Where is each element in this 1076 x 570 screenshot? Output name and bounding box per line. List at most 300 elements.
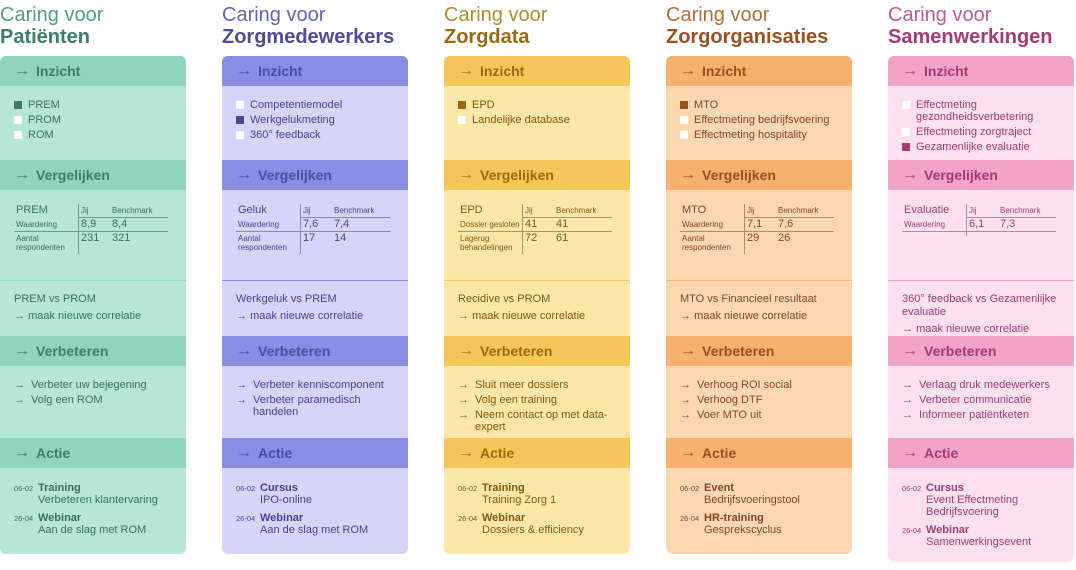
action-title: Webinar xyxy=(926,524,970,536)
action-item[interactable] xyxy=(458,482,620,506)
comparison-table xyxy=(458,204,620,254)
inzicht-item-label: ROM xyxy=(28,129,54,141)
inzicht-list xyxy=(444,86,630,160)
section-verbeteren[interactable] xyxy=(0,336,186,366)
section-verbeteren-label: Verbeteren xyxy=(924,343,997,359)
title-line1: Caring voor xyxy=(222,4,326,26)
improvement-label: Verbeter communicatie xyxy=(919,394,1032,406)
value-benchmark: 8,4 xyxy=(110,218,168,232)
action-date: 06-02 xyxy=(236,484,256,493)
action-title: HR-training xyxy=(704,512,764,524)
correlation xyxy=(222,281,408,336)
inzicht-item[interactable] xyxy=(14,114,176,126)
arrow-right-icon: → xyxy=(236,310,251,322)
checkbox-empty-icon[interactable] xyxy=(14,131,22,139)
new-correlation-label: maak nieuwe correlatie xyxy=(916,323,1030,335)
action-text xyxy=(38,482,158,506)
value-jij: 7,6 xyxy=(300,218,332,232)
new-correlation-link[interactable] xyxy=(680,310,842,323)
arrow-right-icon: → xyxy=(680,310,695,322)
action-list xyxy=(222,468,408,548)
comparison-table xyxy=(680,204,842,254)
arrow-right-icon: → xyxy=(680,444,696,461)
inzicht-item[interactable] xyxy=(14,129,176,141)
improvement-label: Sluit meer dossiers xyxy=(475,379,569,391)
arrow-right-icon: → xyxy=(680,409,691,421)
section-inzicht-label: Inzicht xyxy=(702,63,747,79)
new-correlation-link[interactable] xyxy=(902,323,1064,336)
section-actie-label: Actie xyxy=(36,445,71,461)
improvement-label: Voer MTO uit xyxy=(697,409,762,421)
inzicht-list xyxy=(666,86,852,160)
col-header-benchmark: Benchmark xyxy=(110,204,168,218)
arrow-right-icon: → xyxy=(236,166,252,183)
column-zorgmedewerkers xyxy=(222,0,408,570)
inzicht-item[interactable] xyxy=(902,99,1064,123)
action-title: Webinar xyxy=(38,512,82,524)
new-correlation-link[interactable] xyxy=(14,310,176,323)
value-benchmark: 7,4 xyxy=(332,218,390,232)
arrow-right-icon: → xyxy=(458,342,474,359)
section-actie-label: Actie xyxy=(702,445,737,461)
arrow-right-icon: → xyxy=(902,166,918,183)
action-subtitle: Verbeteren klantervaring xyxy=(38,494,158,506)
improvement-list xyxy=(444,366,630,438)
table-title: MTO xyxy=(682,204,707,216)
col-header-jij: Jij xyxy=(744,204,776,218)
table-title: Geluk xyxy=(238,204,267,216)
action-item[interactable] xyxy=(902,524,1064,548)
value-benchmark: 321 xyxy=(112,232,131,244)
row-label: Dossier gesloten xyxy=(458,218,522,232)
arrow-right-icon: → xyxy=(680,379,691,391)
improvement-item[interactable] xyxy=(680,409,842,421)
action-subtitle: Dossiers & efficiency xyxy=(482,524,584,536)
action-date: 06-02 xyxy=(14,484,34,493)
arrow-right-icon: → xyxy=(14,310,29,322)
row-label: Lagerug behandelingen xyxy=(460,234,513,252)
title-line2: Zorgmedewerkers xyxy=(222,26,395,48)
section-inzicht-label: Inzicht xyxy=(480,63,525,79)
inzicht-item-label: Effectmeting bedrijfsvoering xyxy=(694,114,830,126)
section-vergelijken-label: Vergelijken xyxy=(702,167,776,183)
comparison-table xyxy=(14,204,176,254)
comparison-body xyxy=(222,190,408,280)
section-inzicht[interactable] xyxy=(0,56,186,86)
inzicht-item[interactable] xyxy=(680,99,842,111)
improvement-label: Informeer patiëntketen xyxy=(919,409,1030,421)
checkbox-checked-icon[interactable] xyxy=(236,116,244,124)
row-label: Waardering xyxy=(236,218,300,232)
action-text xyxy=(260,512,368,536)
improvement-item[interactable] xyxy=(14,379,176,391)
arrow-right-icon: → xyxy=(236,444,252,461)
comparison-body xyxy=(666,190,852,280)
action-item[interactable] xyxy=(458,512,620,536)
improvement-label: Verbeter uw bejegening xyxy=(31,379,147,391)
action-date: 26-04 xyxy=(458,514,478,523)
column-title xyxy=(888,4,1076,48)
arrow-right-icon: → xyxy=(902,444,918,461)
checkbox-empty-icon[interactable] xyxy=(902,128,910,136)
action-item[interactable] xyxy=(680,512,842,536)
correlation-title: 360° feedback vs Gezamenlijke evaluatie xyxy=(902,293,1057,318)
arrow-right-icon: → xyxy=(458,394,469,406)
action-text xyxy=(38,512,146,536)
section-vergelijken-label: Vergelijken xyxy=(924,167,998,183)
new-correlation-link[interactable] xyxy=(458,310,620,323)
improvement-label: Verhoog DTF xyxy=(697,394,763,406)
improvement-item[interactable] xyxy=(680,394,842,406)
arrow-right-icon: → xyxy=(14,444,30,461)
action-text xyxy=(260,482,312,506)
inzicht-item-label: Landelijke database xyxy=(472,114,570,126)
action-item[interactable] xyxy=(680,482,842,506)
improvement-item[interactable] xyxy=(902,379,1064,391)
title-line1: Caring voor xyxy=(666,4,770,26)
arrow-right-icon: → xyxy=(458,166,474,183)
improvement-list xyxy=(888,366,1074,438)
improvement-label: Neem contact op met data-expert xyxy=(475,409,608,433)
action-text xyxy=(482,512,584,536)
improvement-label: Volg een training xyxy=(475,394,557,406)
inzicht-item[interactable] xyxy=(902,126,1064,138)
action-list xyxy=(666,468,852,548)
arrow-right-icon: → xyxy=(458,310,473,322)
inzicht-item[interactable] xyxy=(902,141,1064,153)
value-benchmark: 26 xyxy=(778,232,791,244)
correlation-title: PREM vs PROM xyxy=(14,293,96,305)
arrow-right-icon: → xyxy=(680,62,696,79)
col-header-jij: Jij xyxy=(300,204,332,218)
correlation-title: Werkgeluk vs PREM xyxy=(236,293,337,305)
arrow-right-icon: → xyxy=(902,409,913,421)
checkbox-checked-icon[interactable] xyxy=(902,143,910,151)
value-jij: 17 xyxy=(300,232,332,254)
action-subtitle: Samenwerkingsevent xyxy=(926,536,1032,548)
section-verbeteren-label: Verbeteren xyxy=(258,343,331,359)
inzicht-item[interactable] xyxy=(458,99,620,111)
action-subtitle: Aan de slag met ROM xyxy=(260,524,369,536)
column-title xyxy=(222,4,452,48)
section-verbeteren[interactable] xyxy=(444,336,630,366)
correlation xyxy=(888,281,1074,336)
row-label: Waardering xyxy=(14,218,78,232)
table-title: Evaluatie xyxy=(904,204,950,216)
section-vergelijken-label: Vergelijken xyxy=(36,167,110,183)
action-text xyxy=(704,482,800,506)
inzicht-list xyxy=(0,86,186,160)
comparison-table xyxy=(236,204,398,254)
action-date: 26-04 xyxy=(14,514,34,523)
inzicht-item-label: EPD xyxy=(472,99,495,111)
arrow-right-icon: → xyxy=(458,379,469,391)
new-correlation-label: maak nieuwe correlatie xyxy=(694,310,808,322)
inzicht-item-label: 360° feedback xyxy=(250,129,321,141)
new-correlation-label: maak nieuwe correlatie xyxy=(28,310,142,322)
row-label: Waardering xyxy=(902,218,966,232)
column-zorgdata xyxy=(444,0,630,570)
inzicht-list xyxy=(888,86,1074,160)
action-title: Event xyxy=(704,482,734,494)
value-jij: 29 xyxy=(744,232,776,254)
arrow-right-icon: → xyxy=(14,342,30,359)
arrow-right-icon: → xyxy=(902,342,918,359)
column-zorgorganisaties xyxy=(666,0,852,570)
arrow-right-icon: → xyxy=(458,62,474,79)
action-item[interactable] xyxy=(902,482,1064,518)
section-verbeteren-label: Verbeteren xyxy=(36,343,109,359)
section-vergelijken[interactable] xyxy=(222,160,408,190)
col-header-benchmark: Benchmark xyxy=(776,204,834,218)
arrow-right-icon: → xyxy=(236,394,247,406)
inzicht-item-label: Effectmeting zorgtraject xyxy=(916,126,1032,138)
value-jij: 8,9 xyxy=(78,218,110,232)
value-benchmark: 7,3 xyxy=(998,218,1056,232)
section-actie[interactable] xyxy=(0,438,186,468)
section-vergelijken[interactable] xyxy=(888,160,1074,190)
action-item[interactable] xyxy=(236,512,398,536)
section-inzicht[interactable] xyxy=(222,56,408,86)
section-actie-label: Actie xyxy=(924,445,959,461)
row-label: Aantal respondenten xyxy=(682,234,731,252)
action-item[interactable] xyxy=(14,482,176,506)
action-title: Training xyxy=(482,482,525,494)
value-benchmark xyxy=(998,232,1056,236)
column-samenwerkingen xyxy=(888,0,1074,570)
row-label: Waardering xyxy=(680,218,744,232)
action-list xyxy=(444,468,630,548)
action-subtitle: Event Effectmeting Bedrijfsvoering xyxy=(926,494,1019,518)
section-inzicht-label: Inzicht xyxy=(36,63,81,79)
column-card xyxy=(888,56,1074,562)
value-jij: 7,1 xyxy=(744,218,776,232)
table-title: EPD xyxy=(460,204,483,216)
action-text xyxy=(926,524,1031,548)
improvement-item[interactable] xyxy=(902,409,1064,421)
section-vergelijken[interactable] xyxy=(0,160,186,190)
arrow-right-icon: → xyxy=(458,444,474,461)
arrow-right-icon: → xyxy=(680,394,691,406)
section-inzicht[interactable] xyxy=(444,56,630,86)
checkbox-empty-icon[interactable] xyxy=(458,116,466,124)
column-title xyxy=(0,4,230,48)
inzicht-item[interactable] xyxy=(14,99,176,111)
action-date: 26-04 xyxy=(236,514,256,523)
action-subtitle: Gesprekscyclus xyxy=(704,524,782,536)
correlation-title: MTO vs Financieel resultaat xyxy=(680,293,817,305)
title-line1: Caring voor xyxy=(444,4,548,26)
value-benchmark: 7,6 xyxy=(776,218,834,232)
improvement-list xyxy=(0,366,186,438)
improvement-list xyxy=(222,366,408,438)
section-verbeteren[interactable] xyxy=(666,336,852,366)
arrow-right-icon: → xyxy=(236,379,247,391)
arrow-right-icon: → xyxy=(236,342,252,359)
section-verbeteren[interactable] xyxy=(222,336,408,366)
comparison-body xyxy=(888,190,1074,280)
column-title xyxy=(444,4,674,48)
arrow-right-icon: → xyxy=(14,166,30,183)
arrow-right-icon: → xyxy=(236,62,252,79)
column-card xyxy=(222,56,408,554)
section-verbeteren[interactable] xyxy=(888,336,1074,366)
improvement-item[interactable] xyxy=(458,379,620,391)
comparison-body xyxy=(444,190,630,280)
title-line2: Zorgorganisaties xyxy=(666,26,829,48)
action-list xyxy=(888,468,1074,560)
value-jij: 231 xyxy=(78,232,110,254)
new-correlation-link[interactable] xyxy=(236,310,398,323)
improvement-item[interactable] xyxy=(680,379,842,391)
action-list xyxy=(0,468,186,548)
checkbox-checked-icon[interactable] xyxy=(680,101,688,109)
value-jij: 6,1 xyxy=(966,218,998,232)
improvement-list xyxy=(666,366,852,438)
value-jij: 41 xyxy=(522,218,554,232)
title-line2: Zorgdata xyxy=(444,26,530,48)
comparison-body xyxy=(0,190,186,280)
section-inzicht[interactable] xyxy=(666,56,852,86)
improvement-item[interactable] xyxy=(236,394,398,418)
improvement-label: Verhoog ROI social xyxy=(697,379,792,391)
inzicht-item[interactable] xyxy=(236,114,398,126)
action-subtitle: Training Zorg 1 xyxy=(482,494,557,506)
arrow-right-icon: → xyxy=(14,379,25,391)
improvement-item[interactable] xyxy=(14,394,176,406)
value-benchmark: 14 xyxy=(334,232,347,244)
action-text xyxy=(926,482,1064,518)
improvement-label: Verlaag druk medewerkers xyxy=(919,379,1050,391)
arrow-right-icon: → xyxy=(902,62,918,79)
checkbox-empty-icon[interactable] xyxy=(236,131,244,139)
checkbox-empty-icon[interactable] xyxy=(680,116,688,124)
column-card xyxy=(0,56,186,554)
action-date: 26-04 xyxy=(680,514,700,523)
arrow-right-icon: → xyxy=(14,394,25,406)
section-inzicht-label: Inzicht xyxy=(924,63,969,79)
checkbox-checked-icon[interactable] xyxy=(458,101,466,109)
correlation xyxy=(666,281,852,336)
row-label: Aantal respondenten xyxy=(16,234,65,252)
action-date: 06-02 xyxy=(680,484,700,493)
section-vergelijken[interactable] xyxy=(666,160,852,190)
column-card xyxy=(666,56,852,554)
arrow-right-icon: → xyxy=(902,394,913,406)
row-label xyxy=(902,232,966,236)
improvement-item[interactable] xyxy=(458,394,620,406)
section-actie[interactable] xyxy=(444,438,630,468)
title-line2: Samenwerkingen xyxy=(888,26,1053,48)
new-correlation-label: maak nieuwe correlatie xyxy=(472,310,586,322)
inzicht-item-label: PROM xyxy=(28,114,61,126)
checkbox-empty-icon[interactable] xyxy=(236,101,244,109)
action-item[interactable] xyxy=(14,512,176,536)
new-correlation-label: maak nieuwe correlatie xyxy=(250,310,364,322)
correlation xyxy=(0,281,186,336)
section-actie[interactable] xyxy=(666,438,852,468)
action-text xyxy=(482,482,556,506)
inzicht-item-label: Competentiemodel xyxy=(250,99,343,111)
checkbox-empty-icon[interactable] xyxy=(902,101,910,109)
col-header-benchmark: Benchmark xyxy=(554,204,612,218)
action-subtitle: Aan de slag met ROM xyxy=(38,524,147,536)
inzicht-item[interactable] xyxy=(680,129,842,141)
inzicht-item-label: PREM xyxy=(28,99,60,111)
arrow-right-icon: → xyxy=(680,166,696,183)
action-title: Cursus xyxy=(926,482,964,494)
improvement-item[interactable] xyxy=(902,394,1064,406)
inzicht-item-label: Gezamenlijke evaluatie xyxy=(916,141,1030,153)
value-jij xyxy=(966,232,998,236)
title-line1: Caring voor xyxy=(888,4,992,26)
col-header-benchmark: Benchmark xyxy=(332,204,390,218)
arrow-right-icon: → xyxy=(680,342,696,359)
col-header-benchmark: Benchmark xyxy=(998,204,1056,218)
checkbox-empty-icon[interactable] xyxy=(680,131,688,139)
action-item[interactable] xyxy=(236,482,398,506)
inzicht-item-label: Werkgelukmeting xyxy=(250,114,335,126)
correlation xyxy=(444,281,630,336)
col-header-jij: Jij xyxy=(78,204,110,218)
arrow-right-icon: → xyxy=(902,323,917,335)
action-subtitle: Bedrijfsvoeringstool xyxy=(704,494,800,506)
inzicht-item-label: Effectmeting gezondheidsverbetering xyxy=(916,99,1034,123)
col-header-jij: Jij xyxy=(966,204,998,218)
checkbox-checked-icon[interactable] xyxy=(14,101,22,109)
section-inzicht[interactable] xyxy=(888,56,1074,86)
improvement-item[interactable] xyxy=(236,379,398,391)
action-date: 06-02 xyxy=(458,484,478,493)
inzicht-item[interactable] xyxy=(458,114,620,126)
improvement-label: Volg een ROM xyxy=(31,394,103,406)
checkbox-empty-icon[interactable] xyxy=(14,116,22,124)
action-title: Webinar xyxy=(260,512,304,524)
value-jij: 72 xyxy=(522,232,554,254)
section-actie-label: Actie xyxy=(258,445,293,461)
inzicht-item[interactable] xyxy=(236,129,398,141)
title-line1: Caring voor xyxy=(0,4,104,26)
column-card xyxy=(444,56,630,554)
value-benchmark: 61 xyxy=(556,232,569,244)
inzicht-item[interactable] xyxy=(236,99,398,111)
section-actie[interactable] xyxy=(888,438,1074,468)
inzicht-item[interactable] xyxy=(680,114,842,126)
section-vergelijken[interactable] xyxy=(444,160,630,190)
action-subtitle: IPO-online xyxy=(260,494,312,506)
col-header-jij: Jij xyxy=(522,204,554,218)
improvement-label: Verbeter paramedisch handelen xyxy=(253,394,361,418)
inzicht-item-label: Effectmeting hospitality xyxy=(694,129,807,141)
comparison-table xyxy=(902,204,1064,236)
column-patiënten xyxy=(0,0,186,570)
section-verbeteren-label: Verbeteren xyxy=(480,343,553,359)
section-vergelijken-label: Vergelijken xyxy=(258,167,332,183)
improvement-item[interactable] xyxy=(458,409,620,433)
value-benchmark: 41 xyxy=(554,218,612,232)
section-actie[interactable] xyxy=(222,438,408,468)
column-title xyxy=(666,4,896,48)
action-title: Training xyxy=(38,482,81,494)
inzicht-item-label: MTO xyxy=(694,99,719,111)
action-title: Webinar xyxy=(482,512,526,524)
section-vergelijken-label: Vergelijken xyxy=(480,167,554,183)
action-date: 26-04 xyxy=(902,526,922,535)
section-inzicht-label: Inzicht xyxy=(258,63,303,79)
arrow-right-icon: → xyxy=(902,379,913,391)
action-title: Cursus xyxy=(260,482,298,494)
title-line2: Patiënten xyxy=(0,26,91,48)
